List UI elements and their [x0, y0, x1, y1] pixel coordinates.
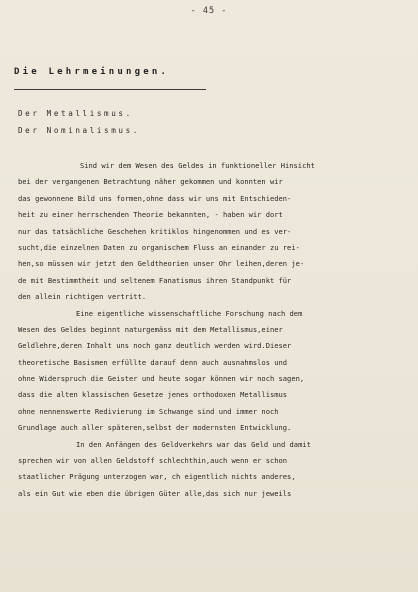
subheading-nominalismus: Der Nominalismus.	[18, 126, 140, 135]
text-line: ohne nennenswerte Redivierung im Schwange sind und immer noch	[18, 406, 279, 416]
text-line: sprechen wir von allen Geldstoff schlechthin,auch wenn er schon	[18, 456, 288, 466]
text-line: das gewonnene Bild uns formen,ohne dass wir uns mit Entschieden-	[18, 193, 292, 203]
text-line: Wesen des Geldes beginnt naturgemäss mit dem Metallismus,einer	[18, 324, 283, 334]
text-line: Geldlehre,deren Inhalt uns noch ganz deutlich werden wird.Dieser	[18, 341, 292, 351]
text-line: bei der vergangenen Betrachtung näher gekommen und konnten wir	[18, 177, 283, 187]
page-number: - 45 -	[190, 6, 228, 16]
text-line: nur das tatsächliche Geschehen kritiklos hingenommen und es ver-	[18, 226, 292, 236]
heading-underline	[14, 89, 206, 90]
text-line: hen,so müssen wir jetzt den Geldtheorien unser Ohr leihen,deren je-	[18, 259, 305, 269]
text-line: sucht,die einzelnen Daten zu organischem Fluss an einander zu rei-	[18, 242, 300, 252]
section-heading: Die Lehrmeinungen.	[14, 67, 170, 77]
text-line: de mit Bestimmtheit und seltenem Fanatismus ihren Standpunkt für	[18, 275, 292, 285]
text-line: ohne Widerspruch die Geister und heute sogar können wir noch sagen,	[18, 374, 305, 384]
body-text	[18, 158, 410, 502]
text-line: als ein Gut wie eben die übrigen Güter alle,das sich nur jeweils	[18, 488, 292, 498]
text-line: dass die alten klassischen Gesetze jenes orthodoxen Metallismus	[18, 390, 288, 400]
text-line: theoretische Basismen erfüllte darauf denn auch ausnahmslos und	[18, 357, 288, 367]
text-line: staatlicher Prägung unterzogen war, ch eigentlich nichts anderes,	[18, 472, 296, 482]
text-line: heit zu einer herrschenden Theorie bekannten, - haben wir dort	[18, 210, 283, 220]
text-line: Grundlage auch aller späteren,selbst der modernsten Entwicklung.	[18, 423, 292, 433]
subheading-metallismus: Der Metallismus.	[18, 109, 133, 118]
text-line: Sind wir dem Wesen des Geldes in funktioneller Hinsicht	[80, 161, 315, 170]
text-line: In den Anfängen des Geldverkehrs war das Geld und damit	[76, 439, 311, 449]
text-line: Eine eigentliche wissenschaftliche Forschung nach dem	[76, 308, 303, 318]
text-line: den allein richtigen vertritt.	[18, 292, 147, 302]
